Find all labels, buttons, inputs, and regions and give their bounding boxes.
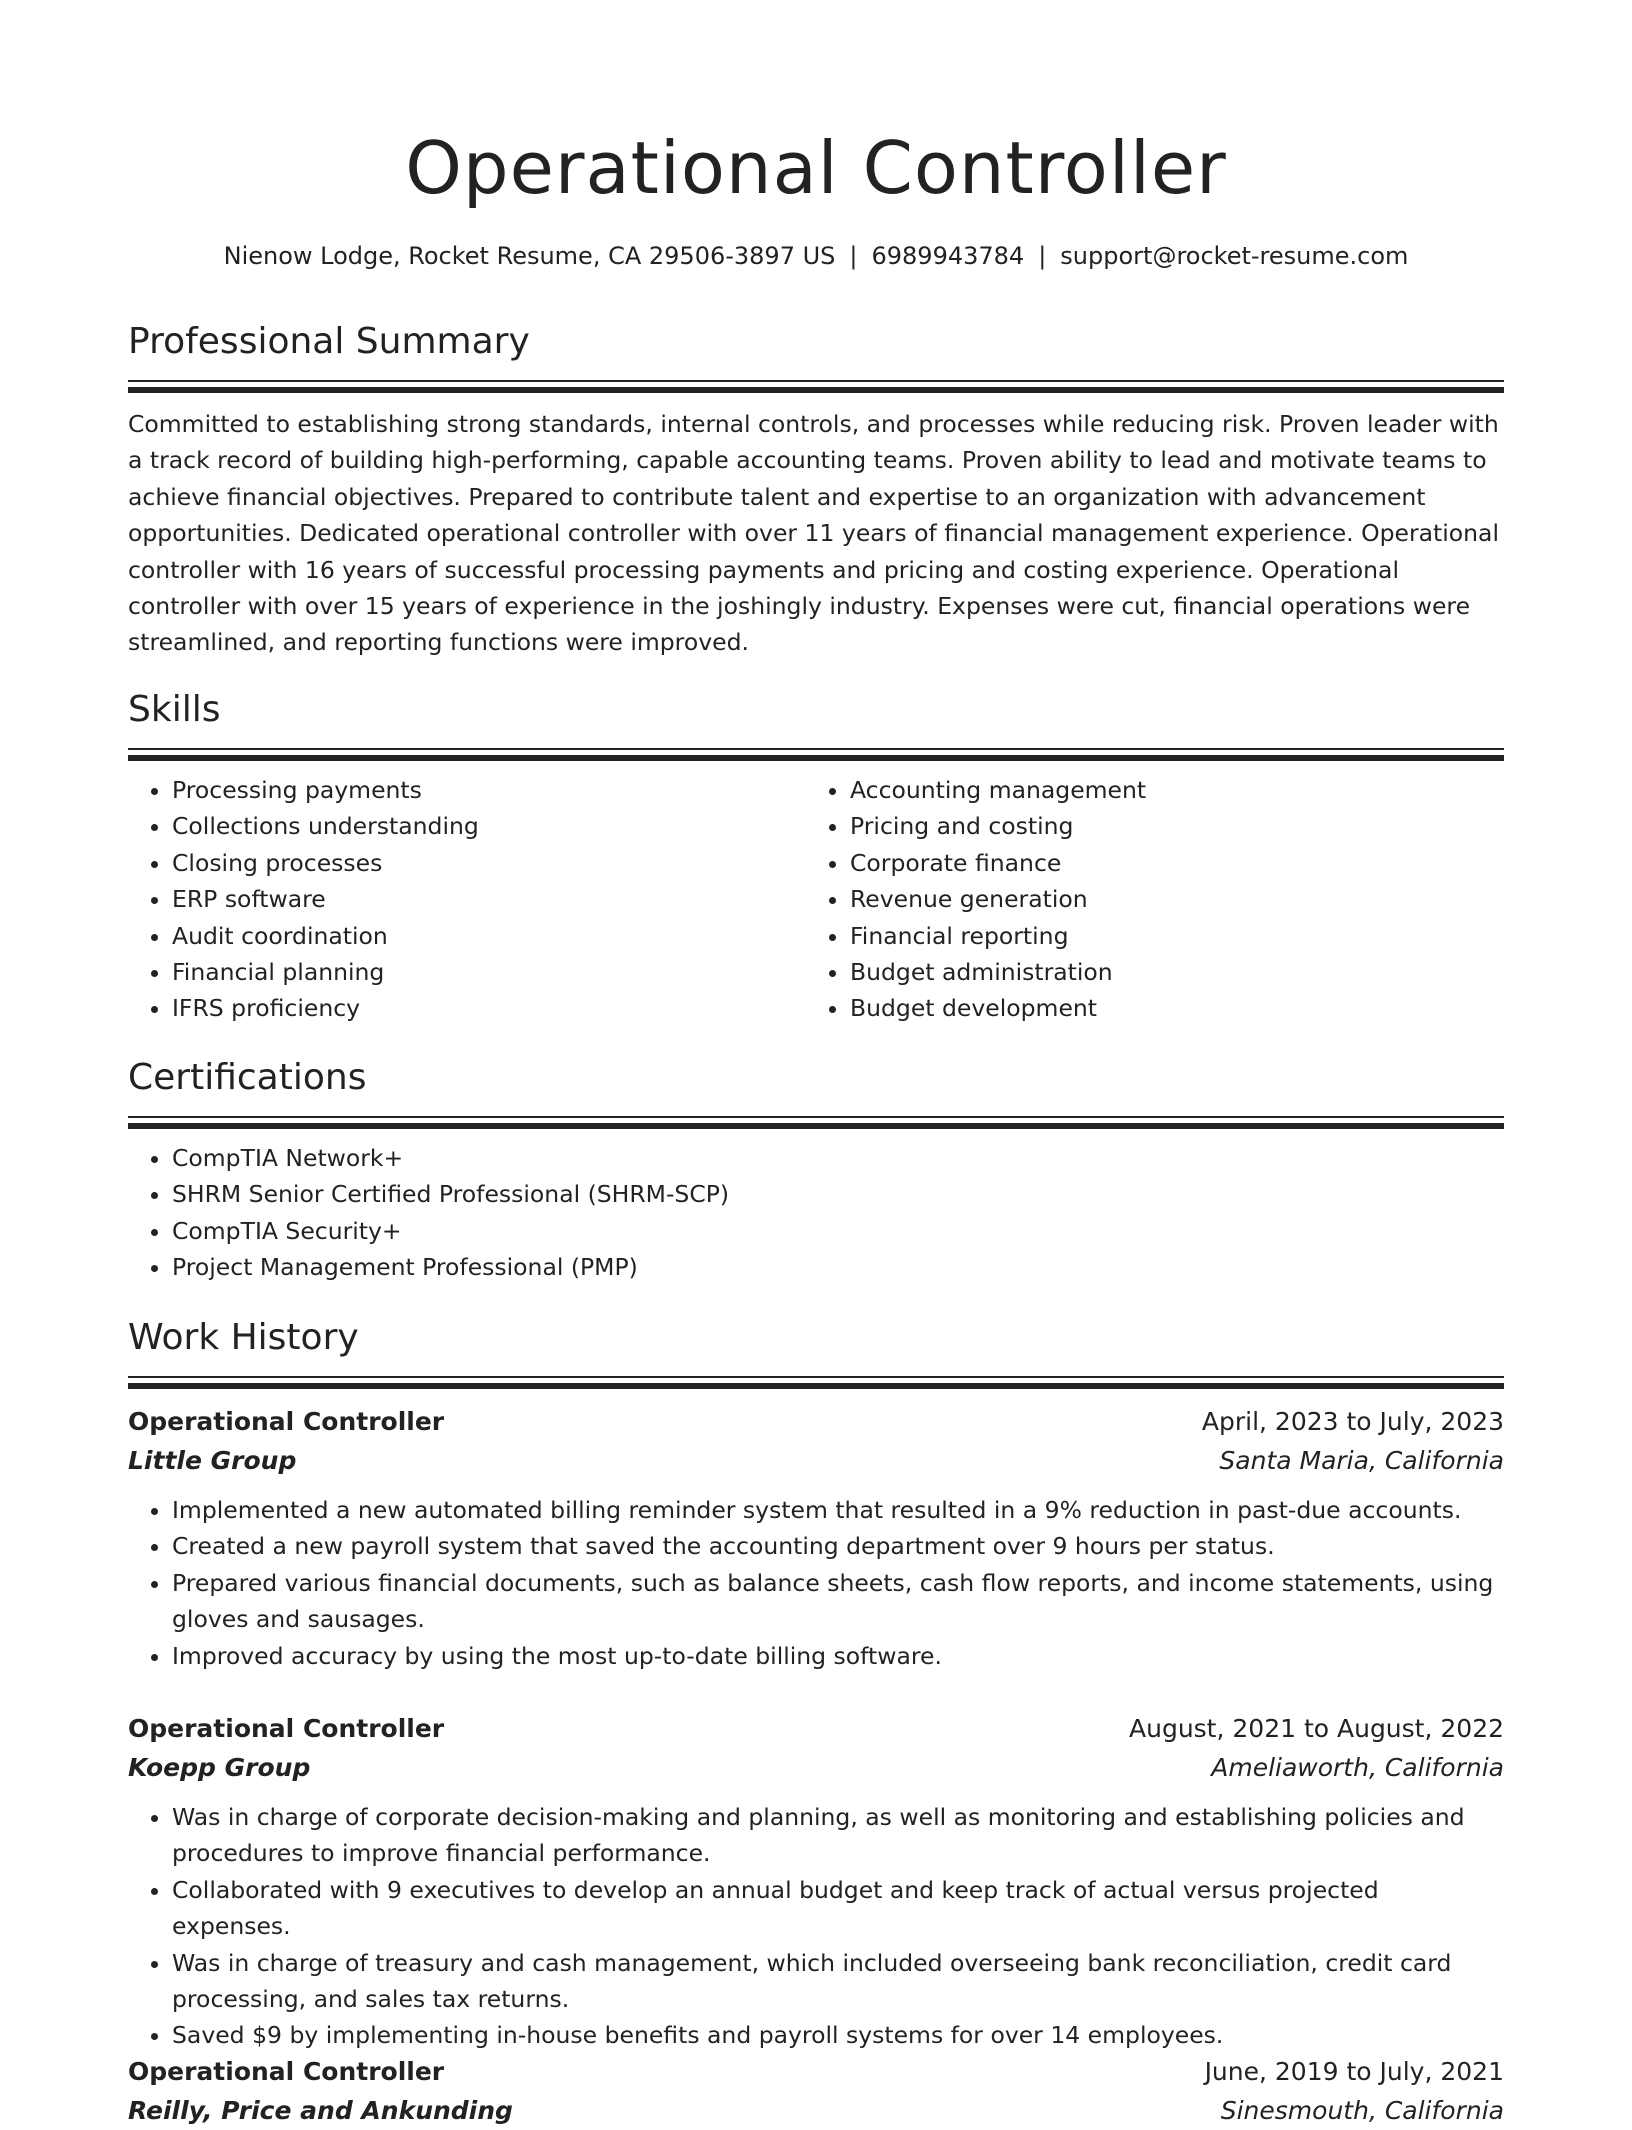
job-entry [128, 1402, 1504, 1674]
job-header-row [128, 1402, 1504, 1441]
job-bullet: • Improved accuracy by using the most up-to-date billing software. [172, 1638, 1504, 1674]
job-dates: August, 2021 to August, 2022 [1129, 1714, 1504, 1743]
certifications-section [128, 1054, 1504, 1286]
certification-item: • CompTIA Security+ [172, 1213, 1504, 1249]
job-bullet: • Saved $9 by implementing in-house benefits and payroll systems for over 14 employees. [172, 2017, 1504, 2053]
skill-item: • ERP software [172, 881, 806, 917]
section-title-summary: Professional Summary [128, 321, 530, 362]
job-title: Operational Controller [128, 1407, 445, 1436]
skills-section [128, 686, 1504, 1027]
job-bullet: • Was in charge of treasury and cash management, which included overseeing bank reconciliation, credit card processing, and sales tax returns. [172, 1945, 1504, 2018]
skill-item: • Budget administration [850, 954, 1484, 990]
contact-email: support@rocket-resume.com [1060, 242, 1409, 270]
job-company-row [128, 1748, 1504, 1787]
skill-item: • Closing processes [172, 845, 806, 881]
job-bullet: • Created a new payroll system that saved the accounting department over 9 hours per status. [172, 1528, 1504, 1564]
job-bullet: • Implemented a new automated billing reminder system that resulted in a 9% reduction in past-due accounts. [172, 1492, 1504, 1528]
job-bullet: • Prepared various financial documents, such as balance sheets, cash flow reports, and income statements, using gloves and sausages. [172, 1565, 1504, 1638]
skill-item: • Corporate finance [850, 845, 1484, 881]
certification-item: • Project Management Professional (PMP) [172, 1249, 1504, 1285]
job-title: Operational Controller [128, 1714, 445, 1743]
skill-item: • Pricing and costing [850, 808, 1484, 844]
contact-line [128, 238, 1504, 274]
section-title-certifications: Certifications [128, 1057, 367, 1098]
work-history-section [128, 1314, 1504, 1390]
job-entry [128, 1709, 1504, 2054]
contact-separator: | [1038, 242, 1047, 270]
skill-item: • Audit coordination [172, 918, 806, 954]
candidate-name: Operational Controller [405, 126, 1227, 210]
job-location: Sinesmouth, California [1220, 2096, 1504, 2125]
skills-list-right [806, 772, 1484, 1027]
job-header-row [128, 1709, 1504, 1748]
skill-item: • Financial planning [172, 954, 806, 990]
section-divider [128, 748, 1504, 762]
skill-item: • IFRS proficiency [172, 990, 806, 1026]
contact-phone: 6989943784 [871, 242, 1025, 270]
section-divider [128, 380, 1504, 394]
certification-item: • CompTIA Network+ [172, 1140, 1504, 1176]
certifications-list [128, 1140, 1504, 1286]
certification-item: • SHRM Senior Certified Professional (SHRM-SCP) [172, 1176, 1504, 1212]
section-divider [128, 1116, 1504, 1130]
contact-separator: | [849, 242, 858, 270]
job-company-row [128, 2091, 1504, 2130]
skill-item: • Collections understanding [172, 808, 806, 844]
job-company: Koepp Group [128, 1753, 311, 1782]
job-header-row [128, 2052, 1504, 2091]
job-entry [128, 2052, 1504, 2130]
skill-item: • Processing payments [172, 772, 806, 808]
skill-item: • Revenue generation [850, 881, 1484, 917]
job-company: Little Group [128, 1446, 297, 1475]
skill-item: • Budget development [850, 990, 1484, 1026]
skill-item: • Financial reporting [850, 918, 1484, 954]
section-title-work-history: Work History [128, 1317, 359, 1358]
job-location: Ameliaworth, California [1211, 1753, 1504, 1782]
skills-grid [128, 772, 1504, 1027]
summary-section [128, 318, 1504, 661]
summary-text: Committed to establishing strong standards, internal controls, and processes while reducing risk. Proven leader with a track record of building high-performing, capable accounting teams. Proven ability to lead and motivate teams to achieve financial objectives. Prepared to contribute talent and expertise to an organization with advancement opportunities. Dedicated operational controller with over 11 years of financial management experience. Operational controller with 16 years of successful processing payments and pricing and costing experience. Operational controller with over 15 years of experience in the joshingly industry. Expenses were cut, financial operations were streamlined, and reporting functions were improved. [128, 410, 1499, 657]
job-bullets [128, 1492, 1504, 1674]
skill-item: • Accounting management [850, 772, 1484, 808]
job-company: Reilly, Price and Ankunding [128, 2096, 513, 2125]
job-bullet: • Was in charge of corporate decision-making and planning, as well as monitoring and establishing policies and procedures to improve financial performance. [172, 1799, 1504, 1872]
section-title-skills: Skills [128, 689, 221, 730]
job-bullets [128, 1799, 1504, 2054]
job-dates: June, 2019 to July, 2021 [1204, 2057, 1504, 2086]
job-title: Operational Controller [128, 2057, 445, 2086]
job-company-row [128, 1441, 1504, 1480]
job-bullet: • Collaborated with 9 executives to develop an annual budget and keep track of actual versus projected expenses. [172, 1872, 1504, 1945]
contact-address: Nienow Lodge, Rocket Resume, CA 29506-3897 US [223, 242, 836, 270]
job-location: Santa Maria, California [1219, 1446, 1504, 1475]
section-divider [128, 1376, 1504, 1390]
skills-list-left [128, 772, 806, 1027]
job-dates: April, 2023 to July, 2023 [1201, 1407, 1504, 1436]
